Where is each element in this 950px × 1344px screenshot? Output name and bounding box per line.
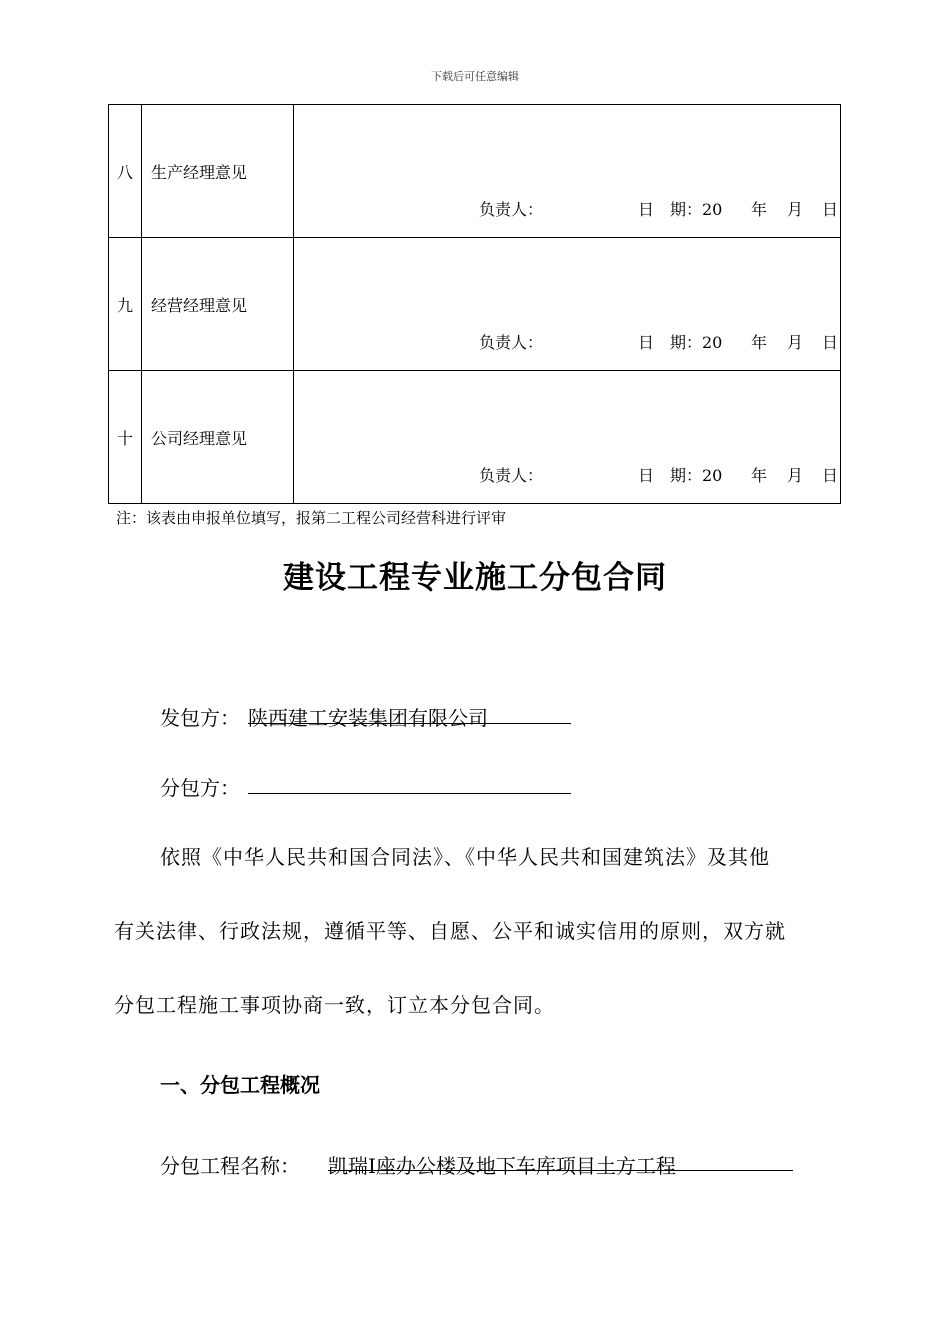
responsible-label: 负责人： [479, 333, 544, 352]
party-b-label: 分包方： [160, 776, 240, 800]
project-name-label: 分包工程名称： [160, 1154, 300, 1178]
opinion-cell[interactable] [294, 371, 841, 504]
party-b-underline [248, 793, 571, 794]
table-row [109, 238, 841, 371]
day-label: 日 [822, 333, 839, 352]
date-label: 日 期：20 [638, 466, 723, 485]
month-label: 月 [787, 333, 804, 352]
month-label: 月 [787, 200, 804, 219]
project-name-underline [328, 1170, 793, 1171]
signature-line [294, 197, 840, 219]
intro-line-2: 有关法律、行政法规，遵循平等、自愿、公平和诚实信用的原则，双方就 [114, 919, 786, 943]
section-1-heading: 一、分包工程概况 [160, 1073, 320, 1097]
signature-line [294, 330, 840, 352]
header-note: 下载后可任意编辑 [431, 70, 519, 83]
date-label: 日 期：20 [638, 333, 723, 352]
intro-line-1: 依照《中华人民共和国合同法》、《中华人民共和国建筑法》及其他 [160, 845, 770, 869]
review-table [108, 104, 841, 504]
row-label: 公司经理意见 [142, 371, 294, 504]
intro-line-3: 分包工程施工事项协商一致，订立本分包合同。 [114, 993, 555, 1017]
month-label: 月 [787, 466, 804, 485]
responsible-label: 负责人： [479, 200, 544, 219]
row-number: 十 [109, 371, 142, 504]
party-a-label: 发包方： [160, 706, 240, 730]
responsible-label: 负责人： [479, 466, 544, 485]
row-number: 八 [109, 105, 142, 238]
row-number: 九 [109, 238, 142, 371]
row-label: 生产经理意见 [142, 105, 294, 238]
table-row [109, 105, 841, 238]
party-a-underline [248, 723, 571, 724]
table-row [109, 371, 841, 504]
opinion-cell[interactable] [294, 238, 841, 371]
day-label: 日 [822, 466, 839, 485]
year-label: 年 [751, 200, 768, 219]
signature-line [294, 463, 840, 485]
day-label: 日 [822, 200, 839, 219]
row-label: 经营经理意见 [142, 238, 294, 371]
opinion-cell[interactable] [294, 105, 841, 238]
year-label: 年 [751, 466, 768, 485]
contract-title: 建设工程专业施工分包合同 [283, 560, 667, 596]
date-label: 日 期：20 [638, 200, 723, 219]
table-footnote: 注：该表由申报单位填写，报第二工程公司经营科进行评审 [116, 509, 507, 527]
project-name-value[interactable]: 凯瑞Ⅰ座办公楼及地下车库项目土方工程 [328, 1154, 676, 1178]
party-a-value[interactable]: 陕西建工安装集团有限公司 [248, 706, 488, 730]
year-label: 年 [751, 333, 768, 352]
